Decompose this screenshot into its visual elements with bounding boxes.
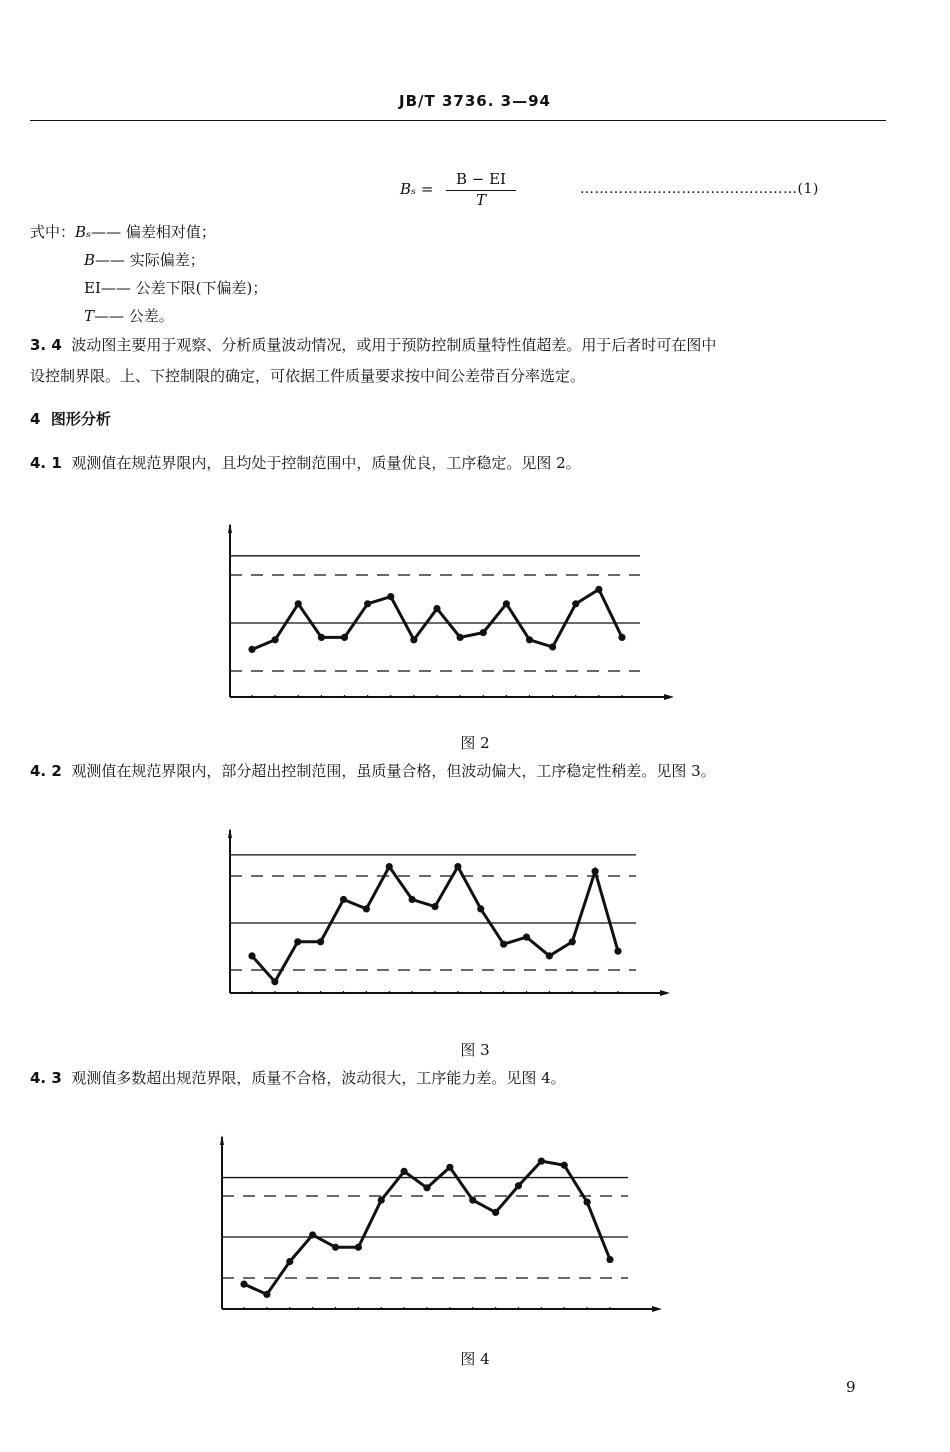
data-point xyxy=(317,938,324,945)
data-point xyxy=(480,629,487,636)
clause-text: 观测值多数超出规范界限，质量不合格，波动很大，工序能力差。见图 4。 xyxy=(71,1069,566,1087)
data-point xyxy=(469,1197,476,1204)
clause-text: 波动图主要用于观察、分析质量波动情况，或用于预防控制质量特性值超差。用于后者时可在图中 xyxy=(71,336,717,354)
where-desc: —— 偏差相对值； xyxy=(91,223,216,241)
data-point xyxy=(454,863,461,870)
where-desc: —— 公差下限(下偏差)； xyxy=(100,279,268,297)
data-point xyxy=(294,938,301,945)
data-point xyxy=(592,868,599,875)
data-point xyxy=(341,634,348,641)
clause-text: 观测值在规范界限内，且均处于控制范围中，质量优良，工序稳定。见图 2。 xyxy=(71,454,581,472)
data-point xyxy=(457,634,464,641)
data-point xyxy=(546,952,553,959)
data-point xyxy=(549,643,556,650)
where-sym: Bₛ xyxy=(75,223,92,241)
data-point xyxy=(503,600,510,607)
section-number: 4 xyxy=(30,410,41,428)
section-title: 图形分析 xyxy=(50,410,111,428)
data-point xyxy=(401,1168,408,1175)
data-point xyxy=(309,1231,316,1238)
data-point xyxy=(410,636,417,643)
data-point xyxy=(387,593,394,600)
where-sym: T xyxy=(84,307,95,325)
data-point xyxy=(526,636,533,643)
data-point xyxy=(515,1182,522,1189)
clause-number: 4. 2 xyxy=(30,762,62,780)
data-point xyxy=(606,1256,613,1263)
data-point xyxy=(595,586,602,593)
where-desc: —— 公差。 xyxy=(94,307,174,325)
data-point xyxy=(614,948,621,955)
y-axis-arrow xyxy=(228,523,232,533)
series-line xyxy=(252,867,618,982)
data-point xyxy=(240,1281,247,1288)
leader-dots: ……………………………………… xyxy=(580,181,798,197)
data-point xyxy=(446,1164,453,1171)
data-point xyxy=(500,941,507,948)
data-point xyxy=(378,1197,385,1204)
data-point xyxy=(423,1184,430,1191)
where-sym: B xyxy=(84,251,96,269)
series-line xyxy=(252,589,622,649)
data-point xyxy=(523,934,530,941)
data-point xyxy=(318,634,325,641)
y-axis-arrow xyxy=(228,828,232,838)
formula-numerator: B − EI xyxy=(455,170,506,188)
where-sym: EI xyxy=(84,279,101,297)
page-header: JB/T 3736. 3—94 xyxy=(399,92,551,110)
para-4-2 xyxy=(30,761,716,781)
data-point xyxy=(572,600,579,607)
x-axis-arrow xyxy=(652,1306,662,1312)
data-point xyxy=(386,863,393,870)
data-point xyxy=(409,896,416,903)
data-point xyxy=(433,605,440,612)
data-point xyxy=(332,1244,339,1251)
data-point xyxy=(364,600,371,607)
data-point xyxy=(431,903,438,910)
data-point xyxy=(272,636,279,643)
clause-number: 4. 1 xyxy=(30,454,62,472)
data-point xyxy=(248,646,255,653)
data-point xyxy=(538,1158,545,1165)
data-point xyxy=(248,952,255,959)
data-point xyxy=(618,634,625,641)
data-point xyxy=(340,896,347,903)
data-point xyxy=(271,978,278,985)
data-point xyxy=(295,600,302,607)
where-desc: —— 实际偏差； xyxy=(95,251,205,269)
clause-text: 观测值在规范界限内，部分超出控制范围，虽质量合格，但波动偏大，工序稳定性稍差。见图 3。 xyxy=(71,762,716,780)
data-point xyxy=(584,1199,591,1206)
para-3-4-line-2: 设控制界限。上、下控制限的确定，可依据工件质量要求按中间公差带百分率选定。 xyxy=(30,367,586,385)
data-point xyxy=(355,1244,362,1251)
data-point xyxy=(286,1258,293,1265)
y-axis-arrow xyxy=(220,1135,224,1145)
data-point xyxy=(477,905,484,912)
figure-4-caption: 图 4 xyxy=(460,1350,490,1368)
formula-number: (1) xyxy=(797,181,819,197)
page-number: 9 xyxy=(846,1378,856,1396)
where-intro: 式中： xyxy=(30,223,76,241)
data-point xyxy=(569,938,576,945)
series-line xyxy=(244,1161,610,1294)
para-4-3 xyxy=(30,1068,566,1088)
clause-number: 4. 3 xyxy=(30,1069,62,1087)
clause-number: 3. 4 xyxy=(30,336,62,354)
x-axis-arrow xyxy=(664,694,674,700)
formula-denominator: T xyxy=(475,191,486,209)
data-point xyxy=(263,1291,270,1298)
figure-2-caption: 图 2 xyxy=(460,734,490,752)
figure-3-caption: 图 3 xyxy=(460,1041,490,1059)
x-axis-arrow xyxy=(660,990,670,996)
data-point xyxy=(561,1162,568,1169)
data-point xyxy=(492,1209,499,1216)
formula-lhs: Bₛ = xyxy=(400,180,434,198)
data-point xyxy=(363,905,370,912)
